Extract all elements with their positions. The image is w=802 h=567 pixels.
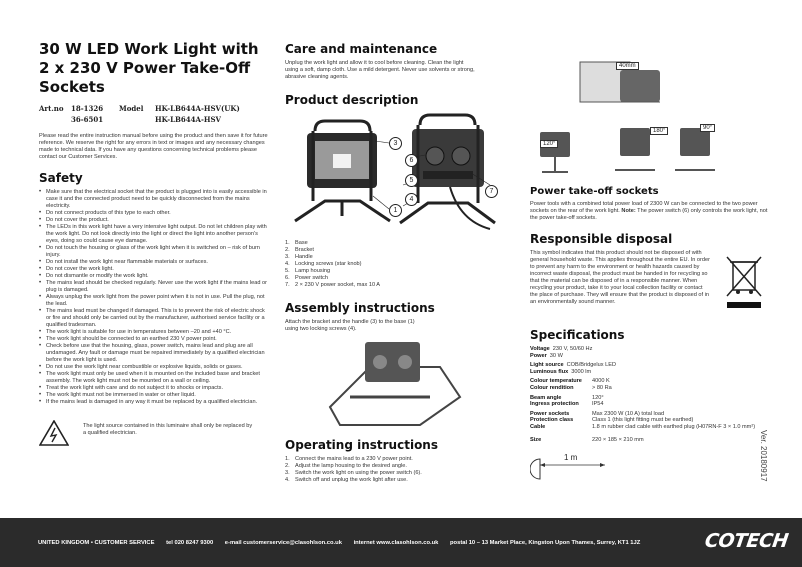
list-item: • Check before use that the housing, glass, power switch, mains lead and plug are all undamaged. Any fault or damage must be repaired immediately by a qualified electrician before the work light is used. — [39, 343, 271, 364]
table-row: Ingress protection IP54 — [530, 401, 604, 408]
footer-postal: postal 10 – 13 Market Place, Kingston Upon Thames, Surrey, KT1 1JZ — [450, 540, 641, 546]
art-label: Art.no — [39, 104, 64, 113]
electric-warning-icon — [39, 420, 69, 446]
callout-5: 5 — [405, 174, 418, 187]
distance-label: 40mm — [616, 62, 639, 70]
right-column — [530, 0, 775, 481]
angle-label-120: 120° — [540, 140, 558, 148]
list-item: • The LEDs in this work light have a very intensive light output. Do not let children play with the work light. Do not look directly into the light or direct the light into another person's eyes, doing so could cause eye damage. — [39, 224, 271, 245]
list-item: • Make sure that the electrical socket that the product is plugged into is easily accessible in case it and the connected product need to be quickly disconnected from the mains electricity. — [39, 189, 271, 210]
footer-email[interactable]: e-mail customerservice@clasohlson.co.uk — [224, 540, 342, 546]
pto-heading: Power take-off sockets — [530, 186, 659, 197]
list-item: • Do not cover the product. — [39, 217, 271, 224]
model-number-2: HK-LB644A-HSV — [155, 115, 221, 124]
pto-text: Power tools with a combined total power load of 2300 W can be connected to the two power sockets on the rear of the work light. Note: The power switch (6) only controls the work light, not the power take-off sockets. — [530, 201, 768, 221]
mounting-diagrams — [530, 50, 775, 180]
list-item: 4. Locking screws (star knob) — [285, 261, 362, 267]
operating-heading: Operating instructions — [285, 438, 438, 452]
care-text: Unplug the work light and allow it to cool before cleaning. Clean the light using a soft, damp cloth. Use a mild detergent. Never use solvents or strong, abrasive cleaning agents. — [285, 60, 475, 80]
list-item: 7. 2 × 230 V power socket, max 10 A — [285, 282, 381, 288]
page-title — [39, 40, 271, 97]
list-item: • Do not connect products of this type to each other. — [39, 210, 271, 217]
angle-label-90: 90° — [700, 124, 715, 132]
footer-website[interactable]: internet www.clasohlson.co.uk — [353, 540, 439, 546]
list-item: 5. Lamp housing — [285, 268, 331, 274]
list-item: • If the mains lead is damaged in any way it must be replaced by a qualified electrician. — [39, 399, 271, 406]
version-label: Ver. 20180917 — [759, 430, 768, 482]
title-line-2: 2 x 230 V Power Take-Off Sockets — [39, 59, 251, 96]
cable-distance-diagram — [530, 451, 775, 481]
callout-4: 4 — [405, 193, 418, 206]
footer-tel: tel 020 8247 9300 — [166, 540, 214, 546]
callout-7: 7 — [485, 185, 498, 198]
list-item: • Do not install the work light near flammable materials or surfaces. — [39, 259, 271, 266]
brand-logo: COTECH — [703, 530, 790, 552]
disposal-block — [530, 250, 775, 314]
model-label: Model — [119, 104, 144, 113]
footer-contact — [38, 540, 650, 546]
footer-country: UNITED KINGDOM • CUSTOMER SERVICE — [38, 540, 155, 546]
table-row: Beam angle 120° — [530, 394, 604, 401]
assembly-drawing — [320, 337, 470, 427]
list-item: 2. Bracket — [285, 247, 314, 253]
table-row: Power sockets Max 2300 W (10 A) total load — [530, 410, 665, 417]
callout-6: 6 — [405, 154, 418, 167]
art-number-2: 36-6501 — [71, 115, 104, 124]
left-column — [39, 0, 271, 446]
list-item: 4. Switch off and unplug the work light after use. — [285, 477, 408, 483]
table-row: Size 220 × 185 × 210 mm — [530, 436, 644, 443]
work-light-drawing — [285, 111, 525, 236]
table-row: Voltage 230 V, 50/60 Hz — [530, 346, 593, 352]
list-item: • Do not use the work light near combustible or explosive liquids, solids or gases. — [39, 364, 271, 371]
table-row: Power 30 W — [530, 352, 563, 359]
table-row: Colour rendition > 80 Ra — [530, 384, 612, 391]
warning-block — [39, 420, 271, 446]
list-item: • The mains lead should be checked regularly. Never use the work light if the mains lead or plug is damaged. — [39, 280, 271, 294]
weee-bin-icon — [724, 254, 764, 314]
list-item: 1. Connect the mains lead to a 230 V power point. — [285, 456, 413, 462]
safety-list — [39, 189, 271, 406]
title-line-1: 30 W LED Work Light with — [39, 40, 259, 58]
footer — [0, 518, 802, 567]
angle-diagram — [530, 50, 775, 180]
callout-3: 3 — [389, 137, 402, 150]
distance-value: 1 m — [564, 453, 578, 463]
angle-label-180: 180° — [650, 127, 668, 135]
list-item: • Always unplug the work light from the power point when it is not in use. Pull the plug, not the lead. — [39, 294, 271, 308]
table-row: Light source COB/Bridgelux LED — [530, 362, 617, 369]
product-illustration — [285, 111, 525, 236]
disposal-text: This symbol indicates that this product should not be disposed of with general household waste. This applies throughout the entire EU. In order to prevent any harm to the environment or health hazards caused by incorrect waste disposal, the product must be handed in for recycling so that the material can be disposed of in a responsible manner. When recycling your product, take it to your local collection facility or contact the place of purchase. They will ensure that the product is disposed of in an environmentally sound manner. — [530, 250, 710, 305]
callout-1: 1 — [389, 204, 402, 217]
list-item: • Treat the work light with care and do not subject it to shocks or impacts. — [39, 385, 271, 392]
assembly-heading: Assembly instructions — [285, 301, 435, 315]
care-heading: Care and maintenance — [285, 42, 438, 56]
intro-text: Please read the entire instruction manual before using the product and then save it for future reference. We reserve the right for any errors in text or images and any necessary changes made to technical data. If you have any questions concerning technical problems please contact our Customer Services. — [39, 133, 268, 160]
list-item: • Do not touch the housing or glass of the work light when it is switched on – risk of burn injury. — [39, 245, 271, 259]
table-row: Colour temperature 4000 K — [530, 378, 610, 385]
cable-length-drawing — [530, 451, 650, 481]
warning-text: The light source contained in this luminaire shall only be replaced by a qualified electrician. — [83, 423, 253, 436]
operating-steps — [285, 456, 525, 484]
list-item: 3. Handle — [285, 254, 313, 260]
list-item: 1. Base — [285, 240, 308, 246]
list-item: • The mains lead must be changed if damaged. This is to prevent the risk of electric shock or fire and should only be carried out by the manufacturer, authorised service facility or a qualified tradesman. — [39, 308, 271, 329]
table-row: Protection class Class 1 (this light fitting must be earthed) — [530, 417, 694, 424]
list-item: • The work light should be connected to an earthed 230 V power point. — [39, 336, 271, 343]
product-heading: Product description — [285, 93, 419, 107]
list-item: • The work light must not be immersed in water or other liquid. — [39, 392, 271, 399]
list-item: • The work light is suitable for use in temperatures between –20 and +40 °C. — [39, 329, 271, 336]
specs-heading: Specifications — [530, 328, 625, 342]
middle-column — [285, 0, 525, 484]
list-item: • Do not dismantle or modify the work light. — [39, 273, 271, 280]
table-row: Cable 1.8 m rubber clad cable with earthed plug (H07RN-F 3 × 1.0 mm²) — [530, 423, 756, 430]
list-item: • The work light must only be used when it is mounted on the included base and bracket assembly. The work light must not be mounted on a wall or ceiling. — [39, 371, 271, 385]
model-number-1: HK-LB644A-HSV(UK) — [155, 104, 240, 113]
assembly-text: Attach the bracket and the handle (3) to the base (1) using two locking screws (4). — [285, 319, 415, 332]
safety-heading: Safety — [39, 171, 83, 185]
specs-table — [530, 346, 775, 443]
list-item: • Do not cover the work light. — [39, 266, 271, 273]
disposal-heading: Responsible disposal — [530, 232, 673, 246]
article-numbers — [39, 103, 271, 125]
art-number-1: 18-1326 — [71, 104, 104, 113]
table-row: Luminous flux 3000 lm — [530, 368, 592, 375]
list-item: 2. Adjust the lamp housing to the desired angle. — [285, 463, 407, 469]
parts-list — [285, 240, 525, 289]
list-item: 3. Switch the work light on using the power switch (6). — [285, 470, 422, 476]
list-item: 6. Power switch — [285, 275, 328, 281]
